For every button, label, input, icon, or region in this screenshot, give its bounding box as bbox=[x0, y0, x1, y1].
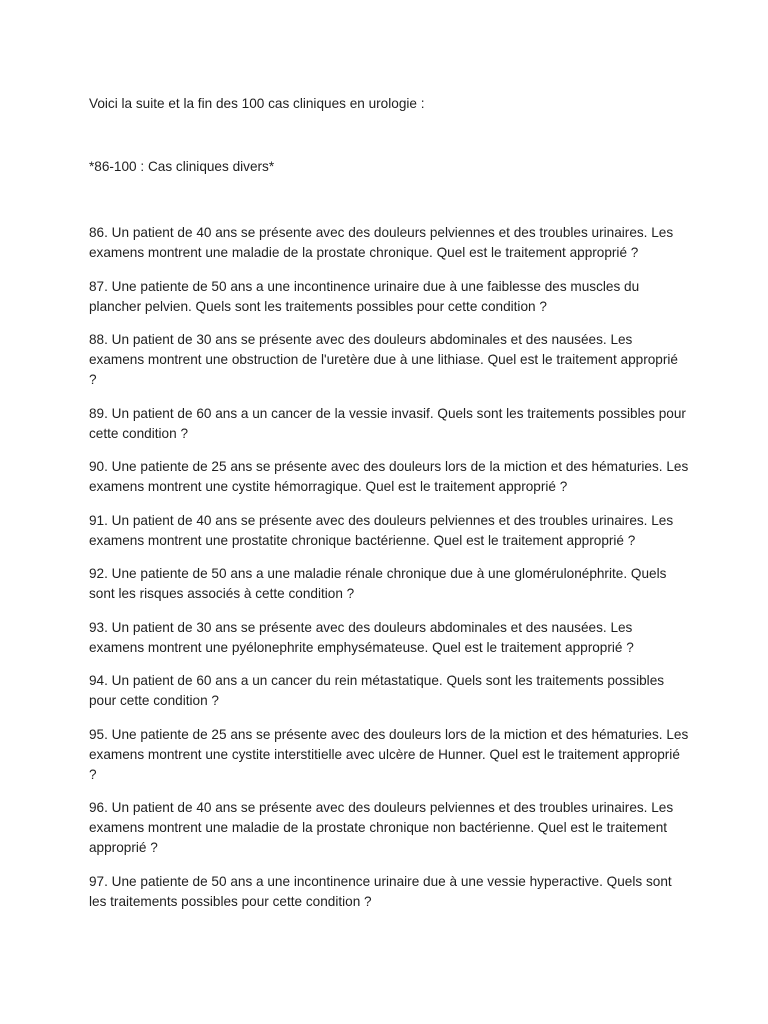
case-87: 87. Une patiente de 50 ans a une incontinence urinaire due à une faiblesse des muscles du plancher pelvien. Quels sont les traitements possibles pour cette condition ? bbox=[89, 278, 640, 314]
case-86: 86. Un patient de 40 ans se présente avec des douleurs pelviennes et des troubles urinaires. Les examens montrent une maladie de la prostate chronique. Quel est le traitement approprié ? bbox=[89, 225, 674, 260]
case-89: 89. Un patient de 60 ans a un cancer de la vessie invasif. Quels sont les traitements possibles pour cette condition ? bbox=[89, 405, 686, 441]
case-94: 94. Un patient de 60 ans a un cancer du rein métastatique. Quels sont les traitements possibles pour cette condition ? bbox=[89, 673, 665, 708]
case-95: 95. Une patiente de 25 ans se présente avec des douleurs lors de la miction et des hématuries. Les examens montrent une cystite interstitielle avec ulcère de Hunner. Quel est le traitement approprié ? bbox=[89, 726, 689, 782]
case-97: 97. Une patiente de 50 ans a une incontinence urinaire due à une vessie hyperactive. Quels sont les traitements possibles pour cette condition ? bbox=[89, 873, 672, 909]
case-90: 90. Une patiente de 25 ans se présente avec des douleurs lors de la miction et des hématuries. Les examens montrent une cystite hémorragique. Quel est le traitement approprié ? bbox=[89, 459, 689, 494]
section-title: *86-100 : Cas cliniques divers* bbox=[89, 159, 275, 174]
case-88: 88. Un patient de 30 ans se présente avec des douleurs abdominales et des nausées. Les examens montrent une obstruction de l'uretère due à une lithiase. Quel est le traitement approprié ? bbox=[89, 332, 678, 387]
intro-text: Voici la suite et la fin des 100 cas cliniques en urologie : bbox=[89, 96, 425, 111]
case-91: 91. Un patient de 40 ans se présente avec des douleurs pelviennes et des troubles urinaires. Les examens montrent une prostatite chronique bactérienne. Quel est le traitement approprié ? bbox=[89, 512, 674, 548]
case-list bbox=[89, 223, 689, 925]
case-96: 96. Un patient de 40 ans se présente avec des douleurs pelviennes et des troubles urinaires. Les examens montrent une maladie de la prostate chronique non bactérienne. Quel est le traitement approprié ? bbox=[89, 800, 674, 855]
case-93: 93. Un patient de 30 ans se présente avec des douleurs abdominales et des nausées. Les examens montrent une pyélonephrite emphysémateuse. Quel est le traitement approprié ? bbox=[89, 619, 634, 655]
case-92: 92. Une patiente de 50 ans a une maladie rénale chronique due à une glomérulonéphrite. Quels sont les risques associés à cette condition ? bbox=[89, 566, 667, 601]
